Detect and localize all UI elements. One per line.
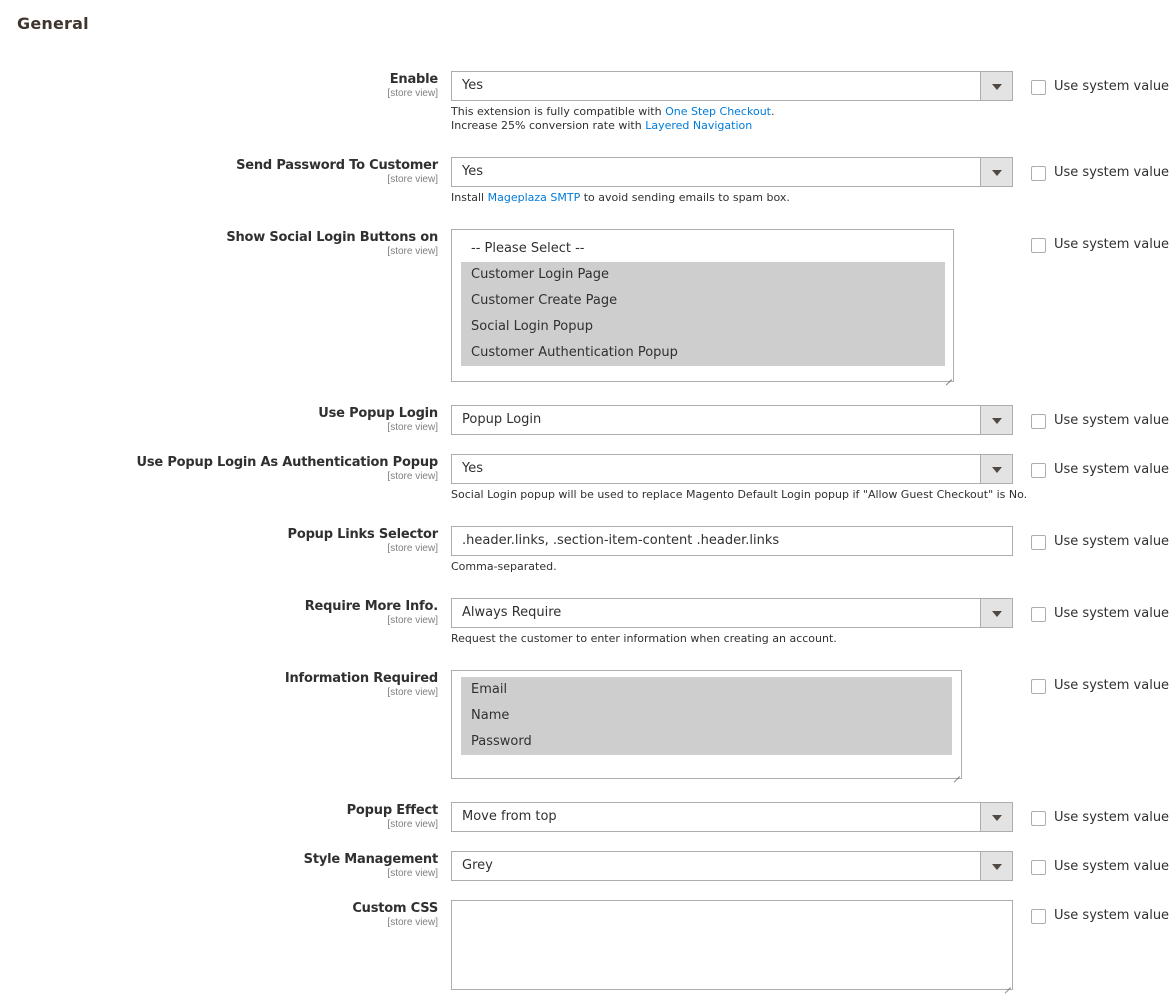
field-label-group — [318, 406, 438, 434]
use-system-value-checkbox[interactable] — [1031, 535, 1046, 550]
field-label-group — [305, 599, 438, 627]
scope-label: [store view] — [387, 917, 438, 928]
scope-label: [store view] — [387, 246, 438, 257]
use-system-value-label[interactable]: Use system value — [1054, 79, 1170, 94]
one-step-checkout-link[interactable]: One Step Checkout — [665, 105, 771, 118]
mageplaza-smtp-link[interactable]: Mageplaza SMTP — [487, 191, 581, 204]
field-label: Use Popup Login As Authentication Popup — [136, 455, 438, 470]
select-value: Grey — [462, 858, 493, 873]
use-system-value-checkbox[interactable] — [1031, 463, 1046, 478]
field-label: Style Management — [303, 852, 438, 867]
field-note — [451, 105, 774, 133]
scope-label: [store view] — [387, 868, 438, 879]
resize-handle-icon[interactable] — [944, 372, 952, 380]
multiselect-option[interactable]: Customer Login Page — [461, 262, 945, 288]
chevron-down-icon[interactable] — [980, 406, 1012, 434]
field-label-group — [288, 527, 438, 555]
field-label-group — [226, 230, 438, 258]
select-value: Yes — [462, 164, 483, 179]
use-system-value-checkbox[interactable] — [1031, 238, 1046, 253]
note-text: Increase 25% conversion rate with — [451, 119, 646, 132]
resize-handle-icon[interactable] — [952, 769, 960, 777]
information-required-multiselect[interactable] — [451, 670, 962, 779]
scope-label: [store view] — [387, 422, 438, 433]
field-label-group — [387, 72, 438, 100]
popup-effect-select[interactable] — [451, 802, 1013, 832]
use-system-value-checkbox[interactable] — [1031, 166, 1046, 181]
use-system-value-checkbox[interactable] — [1031, 811, 1046, 826]
field-note: Request the customer to enter information when creating an account. — [451, 632, 837, 645]
use-system-value-label[interactable]: Use system value — [1054, 908, 1170, 923]
multiselect-option[interactable]: Customer Authentication Popup — [461, 340, 945, 366]
multiselect-option[interactable]: Social Login Popup — [461, 314, 945, 340]
custom-css-textarea[interactable] — [451, 900, 1013, 990]
note-text: to avoid sending emails to spam box. — [580, 191, 790, 204]
resize-handle-icon[interactable] — [1003, 980, 1011, 988]
note-text: This extension is fully compatible with — [451, 105, 666, 118]
use-system-value-checkbox[interactable] — [1031, 80, 1046, 95]
input-value: .header.links, .section-item-content .header.links — [462, 533, 780, 548]
send-password-select[interactable] — [451, 157, 1013, 187]
field-label-group — [285, 671, 438, 699]
scope-label: [store view] — [387, 543, 438, 554]
field-note: Comma-separated. — [451, 560, 557, 573]
multiselect-option[interactable]: Name — [461, 703, 952, 729]
multiselect-option[interactable]: Customer Create Page — [461, 288, 945, 314]
use-system-value-label[interactable]: Use system value — [1054, 606, 1170, 621]
use-system-value-label[interactable]: Use system value — [1054, 859, 1170, 874]
field-label-group — [236, 158, 438, 186]
note-text: Install — [451, 191, 488, 204]
field-label: Information Required — [284, 671, 438, 686]
chevron-down-icon[interactable] — [980, 72, 1012, 100]
layered-navigation-link[interactable]: Layered Navigation — [645, 119, 753, 132]
popup-as-auth-select[interactable] — [451, 454, 1013, 484]
scope-label: [store view] — [387, 471, 438, 482]
multiselect-option[interactable]: -- Please Select -- — [471, 241, 585, 256]
multiselect-option[interactable]: Password — [461, 729, 952, 755]
use-system-value-label[interactable]: Use system value — [1054, 413, 1170, 428]
chevron-down-icon[interactable] — [980, 599, 1012, 627]
select-value: Always Require — [462, 605, 562, 620]
use-system-value-label[interactable]: Use system value — [1054, 462, 1170, 477]
use-system-value-label[interactable]: Use system value — [1054, 237, 1170, 252]
chevron-down-icon[interactable] — [980, 455, 1012, 483]
scope-label: [store view] — [387, 615, 438, 626]
select-value: Popup Login — [462, 412, 542, 427]
field-label: Enable — [389, 72, 438, 87]
chevron-down-icon[interactable] — [980, 803, 1012, 831]
field-label-group — [347, 803, 438, 831]
scope-label: [store view] — [387, 687, 438, 698]
field-label: Send Password To Customer — [236, 158, 438, 173]
field-label: Show Social Login Buttons on — [226, 230, 438, 245]
scope-label: [store view] — [387, 88, 438, 99]
field-label: Popup Links Selector — [287, 527, 438, 542]
scope-label: [store view] — [387, 174, 438, 185]
use-popup-login-select[interactable] — [451, 405, 1013, 435]
scope-label: [store view] — [387, 819, 438, 830]
chevron-down-icon[interactable] — [980, 158, 1012, 186]
show-buttons-multiselect[interactable] — [451, 229, 954, 382]
field-label: Popup Effect — [346, 803, 438, 818]
use-system-value-label[interactable]: Use system value — [1054, 810, 1170, 825]
select-value: Yes — [462, 78, 483, 93]
use-system-value-checkbox[interactable] — [1031, 909, 1046, 924]
use-system-value-checkbox[interactable] — [1031, 414, 1046, 429]
use-system-value-checkbox[interactable] — [1031, 607, 1046, 622]
field-label: Require More Info. — [304, 599, 438, 614]
multiselect-option[interactable]: Email — [461, 677, 952, 703]
field-note — [451, 191, 790, 205]
select-value: Yes — [462, 461, 483, 476]
use-system-value-label[interactable]: Use system value — [1054, 165, 1170, 180]
chevron-down-icon[interactable] — [980, 852, 1012, 880]
use-system-value-checkbox[interactable] — [1031, 860, 1046, 875]
popup-links-selector-input[interactable] — [451, 526, 1013, 556]
use-system-value-checkbox[interactable] — [1031, 679, 1046, 694]
section-title[interactable]: General — [17, 14, 89, 33]
field-label-group — [304, 852, 438, 880]
style-management-select[interactable] — [451, 851, 1013, 881]
field-label-group — [352, 901, 438, 929]
field-label-group — [137, 455, 438, 483]
field-label: Custom CSS — [352, 901, 438, 916]
field-label: Use Popup Login — [318, 406, 438, 421]
use-system-value-label[interactable]: Use system value — [1054, 678, 1170, 693]
note-text: . — [770, 105, 775, 118]
use-system-value-label[interactable]: Use system value — [1054, 534, 1170, 549]
select-value: Move from top — [462, 809, 557, 824]
field-note: Social Login popup will be used to replace Magento Default Login popup if "Allow Guest Checkout" is No. — [451, 488, 1028, 501]
require-more-info-select[interactable] — [451, 598, 1013, 628]
enable-select[interactable] — [451, 71, 1013, 101]
